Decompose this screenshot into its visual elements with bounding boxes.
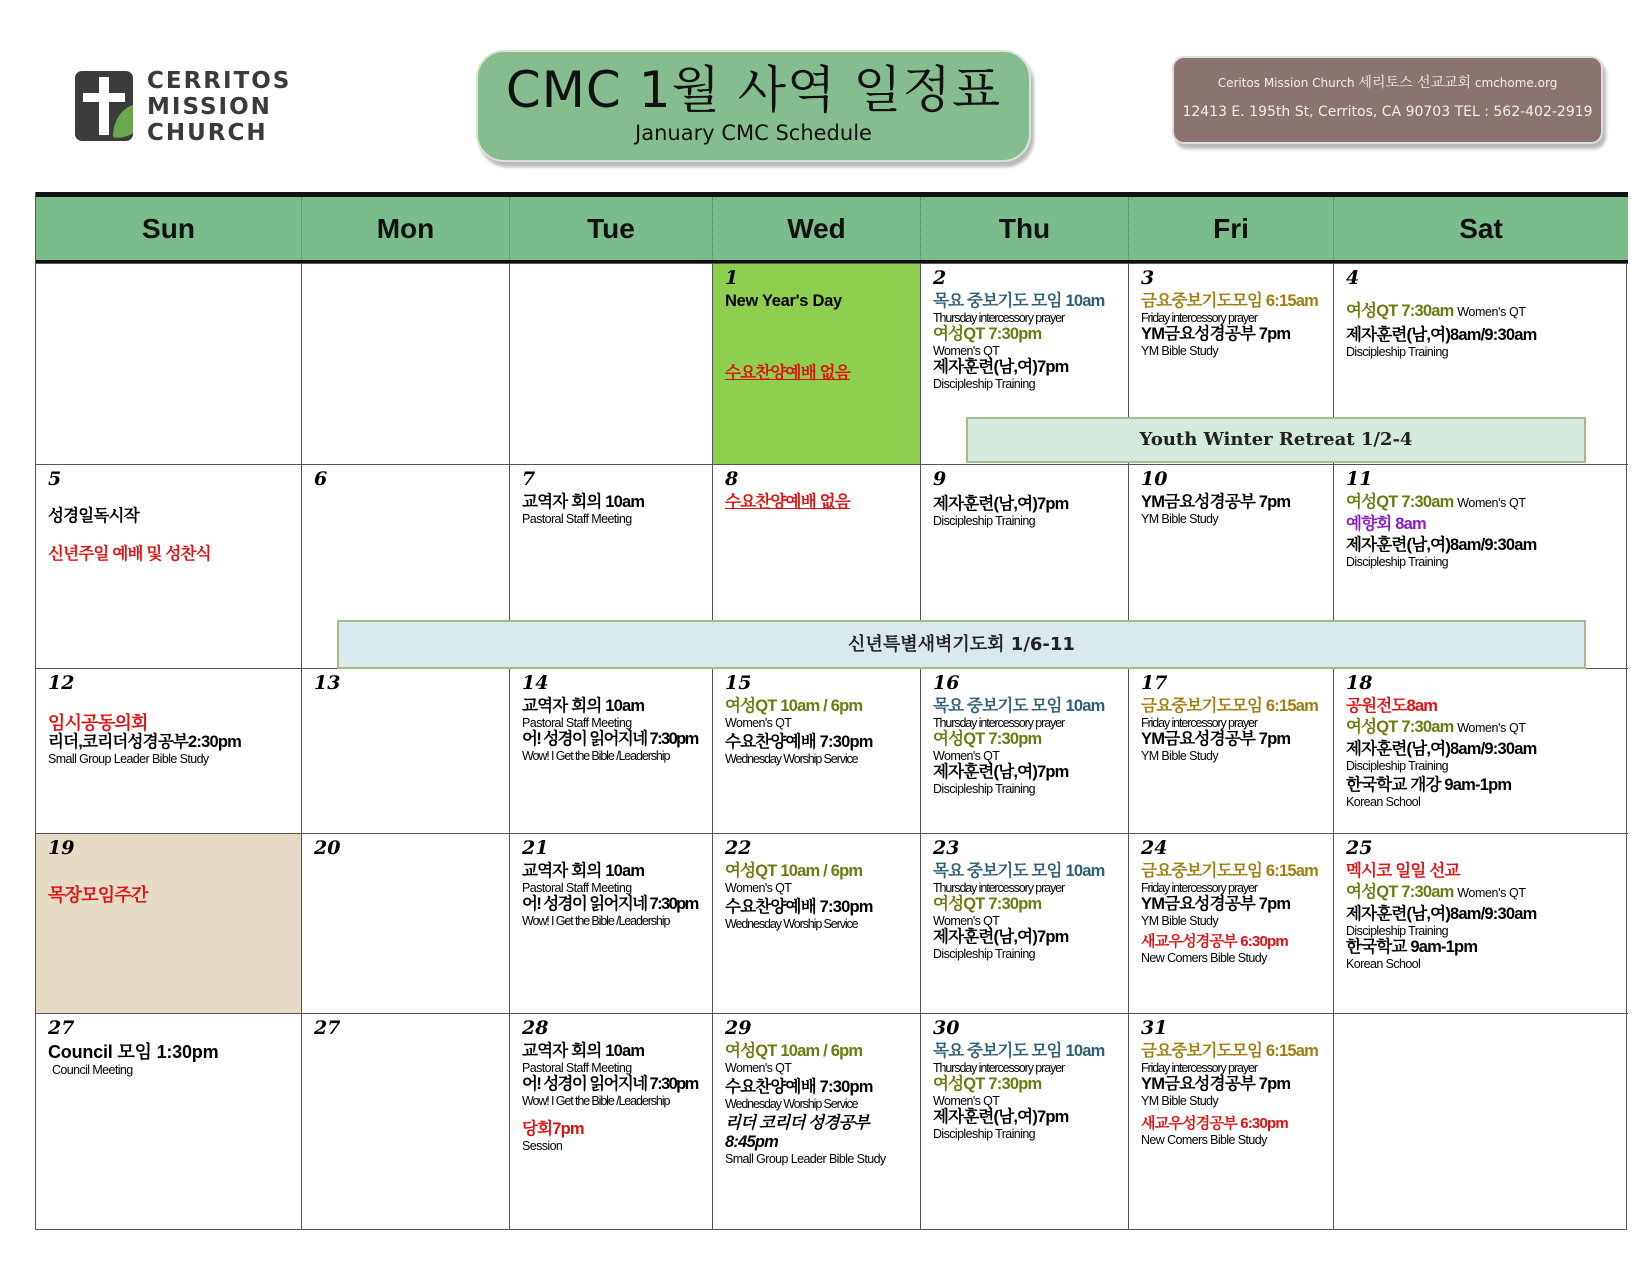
event-title: 멕시코 일일 선교 — [1346, 862, 1460, 880]
event-title: 제자훈련(남,여)8am/9:30am — [1346, 326, 1537, 344]
event-title: 신년주일 예배 및 성찬식 — [48, 545, 211, 563]
event-subtitle: Discipleship Training — [933, 1127, 1036, 1141]
day-cell-27-mon[interactable] — [301, 1013, 509, 1230]
day-cell-30[interactable] — [920, 1013, 1128, 1230]
event-subtitle: YM Bible Study — [1141, 512, 1219, 526]
event-title: 여성QT 7:30am — [1346, 718, 1454, 736]
event-subtitle: Women's QT — [933, 1094, 1000, 1108]
event-title: 금요중보기도모임 6:15am — [1141, 862, 1318, 880]
event-title: 금요중보기도모임 6:15am — [1141, 1042, 1318, 1060]
cross-leaf-icon — [75, 71, 133, 141]
event-title: 제자훈련(남,여)8am/9:30am — [1346, 905, 1537, 923]
event-subtitle: Korean School — [1346, 957, 1421, 971]
day-number: 13 — [314, 672, 341, 694]
day-cell-21[interactable] — [509, 833, 712, 1013]
event-title: 당회7pm — [522, 1120, 584, 1138]
church-name-en: Ceritos Mission Church — [1217, 76, 1355, 90]
event-subtitle: YM Bible Study — [1141, 1094, 1219, 1108]
event-subtitle: Women's QT — [933, 749, 1000, 763]
event-subtitle: Thursday intercessory prayer — [933, 716, 1065, 730]
event-title: 목요 중보기도 모임 10am — [933, 697, 1105, 715]
day-cell-19[interactable] — [36, 833, 301, 1013]
event-subtitle: Women's QT — [725, 716, 792, 730]
header-fri: Fri — [1128, 197, 1333, 260]
event-subtitle: Pastoral Staff Meeting — [522, 512, 632, 526]
church-info-box — [1172, 56, 1603, 144]
event-title: 여성QT 7:30pm — [933, 325, 1042, 343]
day-cell-13[interactable] — [301, 668, 509, 833]
day-cell-5[interactable] — [36, 464, 301, 668]
day-cell-25[interactable] — [1333, 833, 1628, 1013]
event-subtitle: Wow! I Get the Bible /Leadership — [522, 1094, 670, 1108]
day-number: 1 — [725, 267, 739, 289]
event-title: YM금요성경공부 7pm — [1141, 895, 1291, 913]
day-cell-31[interactable] — [1128, 1013, 1333, 1230]
church-website: cmchome.org — [1474, 76, 1558, 90]
event-title: 목요 중보기도 모임 10am — [933, 862, 1105, 880]
page-subtitle: January CMC Schedule — [635, 121, 872, 145]
event-subtitle: Wednesday Worship Service — [725, 917, 858, 931]
event-title: 어! 성경이 읽어지네 7:30pm — [522, 730, 698, 748]
event-subtitle: Council Meeting — [52, 1063, 133, 1077]
event-title: 새교우성경공부 6:30pm — [1141, 1115, 1288, 1132]
event-subtitle: Pastoral Staff Meeting — [522, 881, 632, 895]
event-title: 리더,코리더성경공부2:30pm — [48, 733, 242, 751]
event-title: 여성QT 7:30am — [1346, 883, 1454, 901]
event-title: 제자훈련(남,여)7pm — [933, 1108, 1069, 1126]
event-subtitle: Women's QT — [1457, 886, 1526, 900]
event-title: Council 모임 1:30pm — [48, 1042, 219, 1062]
day-number: 4 — [1346, 267, 1360, 289]
event-subtitle: Women's QT — [1457, 305, 1526, 319]
event-title: 수요찬양예배 없음 — [725, 364, 850, 382]
day-number: 17 — [1141, 672, 1168, 694]
event-subtitle: Wednesday Worship Service — [725, 752, 858, 766]
event-subtitle: New Comers Bible Study — [1141, 951, 1267, 965]
event-subtitle: YM Bible Study — [1141, 344, 1219, 358]
dawn-prayer-banner: 신년특별새벽기도회 1/6-11 — [337, 620, 1586, 669]
event-subtitle: Discipleship Training — [1346, 924, 1449, 938]
day-cell-empty — [36, 263, 301, 464]
event-subtitle: Wow! I Get the Bible /Leadership — [522, 749, 670, 763]
day-cell-24[interactable] — [1128, 833, 1333, 1013]
header-mon: Mon — [301, 197, 509, 260]
header-sat: Sat — [1333, 197, 1628, 260]
day-number: 31 — [1141, 1017, 1168, 1039]
event-subtitle: Small Group Leader Bible Study — [725, 1152, 886, 1166]
header-thu: Thu — [920, 197, 1128, 260]
event-subtitle: Women's QT — [933, 914, 1000, 928]
event-subtitle: Discipleship Training — [933, 782, 1036, 796]
day-number: 25 — [1346, 837, 1373, 859]
day-cell-empty — [509, 263, 712, 464]
event-subtitle: Women's QT — [725, 1061, 792, 1075]
page-title: CMC 1월 사역 일정표 — [505, 61, 1002, 119]
event-title: YM금요성경공부 7pm — [1141, 493, 1291, 511]
event-subtitle: Discipleship Training — [1346, 345, 1449, 359]
event-subtitle: Small Group Leader Bible Study — [48, 752, 209, 766]
event-title: 새교우성경공부 6:30pm — [1141, 933, 1288, 950]
title-banner — [476, 50, 1031, 162]
event-title: 금요중보기도모임 6:15am — [1141, 292, 1318, 310]
event-title: 한국학교 9am-1pm — [1346, 938, 1478, 956]
event-title: 여성QT 7:30pm — [933, 1075, 1042, 1093]
event-subtitle: Pastoral Staff Meeting — [522, 1061, 632, 1075]
event-title: 목요 중보기도 모임 10am — [933, 1042, 1105, 1060]
event-title: 제자훈련(남,여)7pm — [933, 763, 1069, 781]
event-subtitle: Discipleship Training — [933, 514, 1036, 528]
event-title: 여성QT 10am / 6pm — [725, 1042, 863, 1060]
church-address: 12413 E. 195th St, Cerritos, CA 90703 TEL : 562-402-2919 — [1182, 104, 1593, 120]
event-subtitle: New Comers Bible Study — [1141, 1133, 1267, 1147]
event-title: 교역자 회의 10am — [522, 493, 645, 511]
event-title: 수요찬양예배 7:30pm — [725, 733, 873, 751]
event-title: 교역자 회의 10am — [522, 862, 645, 880]
youth-retreat-banner: Youth Winter Retreat 1/2-4 — [966, 417, 1586, 463]
event-subtitle: Friday intercessory prayer — [1141, 716, 1257, 730]
event-subtitle: YM Bible Study — [1141, 914, 1219, 928]
day-number: 5 — [48, 468, 62, 490]
logo-line-3: CHURCH — [147, 120, 268, 146]
event-subtitle: Discipleship Training — [1346, 555, 1449, 569]
header-sun: Sun — [142, 213, 195, 244]
event-title: New Year's Day — [725, 292, 842, 310]
event-title: 여성QT 7:30am — [1346, 493, 1454, 511]
header-tue: Tue — [509, 197, 712, 260]
event-title: 목장모임주간 — [48, 885, 148, 905]
event-subtitle: Thursday intercessory prayer — [933, 1061, 1065, 1075]
event-title: YM금요성경공부 7pm — [1141, 1075, 1291, 1093]
event-subtitle: Friday intercessory prayer — [1141, 881, 1257, 895]
event-subtitle: YM Bible Study — [1141, 749, 1219, 763]
logo-line-2: MISSION — [147, 94, 272, 120]
event-subtitle: Women's QT — [725, 881, 792, 895]
event-title: 금요중보기도모임 6:15am — [1141, 697, 1318, 715]
event-title: 교역자 회의 10am — [522, 697, 645, 715]
event-title: YM금요성경공부 7pm — [1141, 730, 1291, 748]
day-cell-20[interactable] — [301, 833, 509, 1013]
day-number: 10 — [1141, 468, 1168, 490]
day-number: 28 — [522, 1017, 549, 1039]
event-title: 예향회 8am — [1346, 515, 1426, 533]
day-number: 15 — [725, 672, 752, 694]
day-cell-23[interactable] — [920, 833, 1128, 1013]
day-number: 30 — [933, 1017, 960, 1039]
event-title: 여성QT 7:30pm — [933, 895, 1042, 913]
day-number: 8 — [725, 468, 739, 490]
event-title: 여성QT 10am / 6pm — [725, 862, 863, 880]
event-title: 수요찬양예배 7:30pm — [725, 1078, 873, 1096]
day-number: 6 — [314, 468, 328, 490]
event-title: 리더 코리더 성경공부 — [725, 1114, 869, 1132]
day-number: 18 — [1346, 672, 1373, 694]
day-cell-1[interactable] — [712, 263, 920, 464]
day-number: 16 — [933, 672, 960, 694]
event-title: 제자훈련(남,여)8am/9:30am — [1346, 740, 1537, 758]
day-cell-22[interactable] — [712, 833, 920, 1013]
day-cell-empty — [1333, 1013, 1628, 1230]
day-number: 14 — [522, 672, 549, 694]
day-number: 27 — [314, 1017, 341, 1039]
day-cell-empty — [301, 263, 509, 464]
event-title: 여성QT 7:30pm — [933, 730, 1042, 748]
day-number: 29 — [725, 1017, 752, 1039]
event-subtitle: Friday intercessory prayer — [1141, 311, 1257, 325]
day-number: 7 — [522, 468, 536, 490]
event-title: 목요 중보기도 모임 10am — [933, 292, 1105, 310]
event-subtitle: Women's QT — [1457, 496, 1526, 510]
event-subtitle: Session — [522, 1139, 563, 1153]
day-number: 21 — [522, 837, 549, 859]
event-title: 어! 성경이 읽어지네 7:30pm — [522, 1075, 698, 1093]
event-title: 제자훈련(남,여)8am/9:30am — [1346, 536, 1537, 554]
church-logo — [75, 68, 292, 148]
calendar-grid — [35, 192, 1627, 1230]
day-number: 19 — [48, 837, 75, 859]
event-subtitle: Discipleship Training — [933, 377, 1036, 391]
day-cell-16[interactable] — [920, 668, 1128, 833]
weekday-header — [36, 192, 1628, 263]
event-title: 한국학교 개강 9am-1pm — [1346, 776, 1512, 794]
day-cell-15[interactable] — [712, 668, 920, 833]
day-cell-27-sun[interactable] — [36, 1013, 301, 1230]
day-number: 22 — [725, 837, 752, 859]
event-subtitle: Korean School — [1346, 795, 1421, 809]
logo-line-1: CERRITOS — [147, 68, 292, 94]
event-title: 제자훈련(남,여)7pm — [933, 928, 1069, 946]
day-number: 27 — [48, 1017, 75, 1039]
event-title: 8:45pm — [725, 1133, 778, 1151]
day-number: 11 — [1346, 468, 1373, 490]
event-subtitle: Discipleship Training — [1346, 759, 1449, 773]
event-title: 성경일독시작 — [48, 507, 139, 525]
day-cell-18[interactable] — [1333, 668, 1628, 833]
day-number: 24 — [1141, 837, 1168, 859]
event-title: 제자훈련(남,여)7pm — [933, 358, 1069, 376]
event-subtitle: Women's QT — [933, 344, 1000, 358]
event-title: 교역자 회의 10am — [522, 1042, 645, 1060]
event-subtitle: Pastoral Staff Meeting — [522, 716, 632, 730]
day-cell-28[interactable] — [509, 1013, 712, 1230]
day-cell-14[interactable] — [509, 668, 712, 833]
event-title: 여성QT 10am / 6pm — [725, 697, 863, 715]
event-subtitle: Women's QT — [1457, 721, 1526, 735]
event-subtitle: Thursday intercessory prayer — [933, 881, 1065, 895]
day-number: 23 — [933, 837, 960, 859]
header-wed: Wed — [712, 197, 920, 260]
day-cell-17[interactable] — [1128, 668, 1333, 833]
event-subtitle: Wednesday Worship Service — [725, 1097, 858, 1111]
event-title: 임시공동의회 — [48, 713, 148, 733]
event-title: 어! 성경이 읽어지네 7:30pm — [522, 895, 698, 913]
event-subtitle: Friday intercessory prayer — [1141, 1061, 1257, 1075]
day-cell-29[interactable] — [712, 1013, 920, 1230]
event-subtitle: Thursday intercessory prayer — [933, 311, 1065, 325]
event-subtitle: Wow! I Get the Bible /Leadership — [522, 914, 670, 928]
day-number: 12 — [48, 672, 75, 694]
event-title: YM금요성경공부 7pm — [1141, 325, 1291, 343]
event-title: 공원전도8am — [1346, 697, 1438, 715]
event-title: 수요찬양예배 7:30pm — [725, 898, 873, 916]
church-name-kr: 세리토스 선교교회 — [1358, 75, 1472, 91]
day-number: 3 — [1141, 267, 1155, 289]
day-number: 2 — [933, 267, 947, 289]
event-title: 제자훈련(남,여)7pm — [933, 495, 1069, 513]
event-title: 수요찬양예배 없음 — [725, 493, 850, 511]
day-cell-12[interactable] — [36, 668, 301, 833]
day-number: 9 — [933, 468, 947, 490]
event-subtitle: Discipleship Training — [933, 947, 1036, 961]
event-title: 여성QT 7:30am — [1346, 302, 1454, 320]
day-number: 20 — [314, 837, 341, 859]
